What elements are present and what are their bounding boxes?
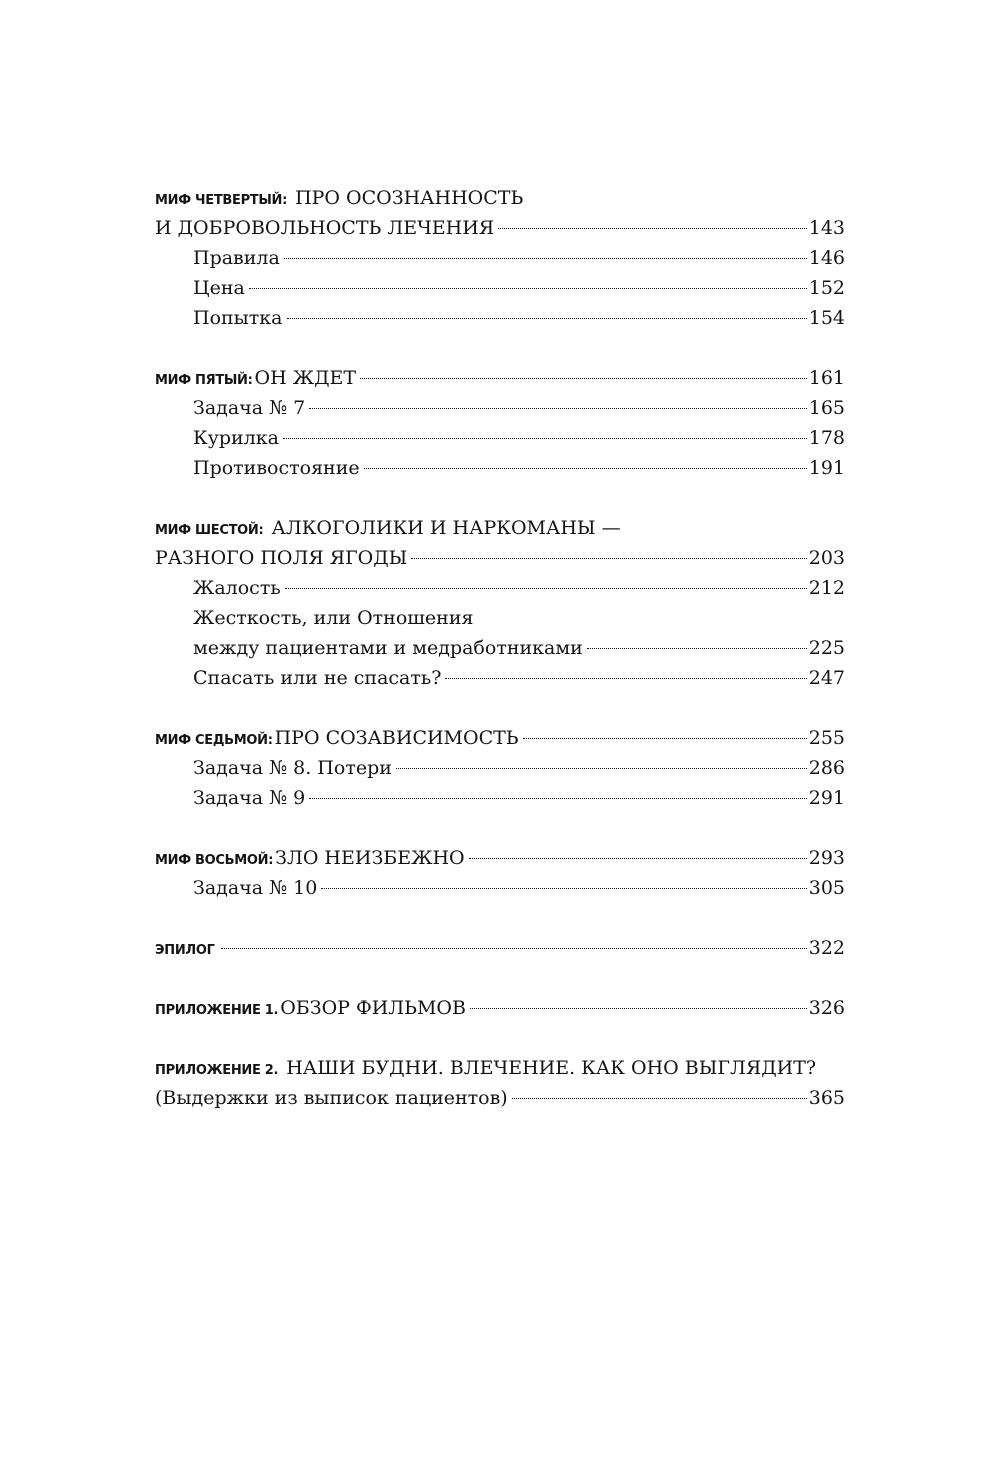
dot-leader: [469, 858, 807, 859]
page-number: 212: [808, 577, 845, 599]
toc-subentry: [155, 393, 845, 423]
toc-subentry: [155, 783, 845, 813]
toc-entry-myth-6-cont: [155, 543, 845, 573]
page-number: 291: [808, 787, 845, 809]
dot-leader: [445, 678, 806, 679]
dot-leader: [396, 768, 807, 769]
section-label: МИФ ПЯТЫЙ:: [155, 373, 253, 388]
section-label: МИФ ВОСЬМОЙ:: [155, 853, 274, 868]
toc-entry-myth-4-cont: [155, 213, 845, 243]
toc-subentry: [155, 873, 845, 903]
toc-entry-myth-6: [155, 513, 845, 543]
page-number: 191: [808, 457, 845, 479]
dot-leader: [287, 318, 807, 319]
dot-leader: [498, 228, 807, 229]
section-title: ЗЛО НЕИЗБЕЖНО: [275, 847, 465, 869]
dot-leader: [309, 408, 807, 409]
dot-leader: [364, 468, 807, 469]
subentry-title: Попытка: [193, 307, 283, 329]
toc-subentry: [155, 573, 845, 603]
section-label: ЭПИЛОГ: [155, 943, 215, 958]
section-label: МИФ ЧЕТВЕРТЫЙ:: [155, 193, 288, 208]
toc-entry-appendix-1: [155, 993, 845, 1023]
section-title: (Выдержки из выписок пациентов): [155, 1087, 508, 1109]
toc-subentry: [155, 663, 845, 693]
dot-leader: [321, 888, 806, 889]
dot-leader: [411, 558, 806, 559]
section-title: АЛКОГОЛИКИ И НАРКОМАНЫ —: [271, 517, 621, 539]
page-number: 247: [808, 667, 845, 689]
subentry-title: Цена: [193, 277, 245, 299]
section-title: ОБЗОР ФИЛЬМОВ: [280, 997, 466, 1019]
section-title: И ДОБРОВОЛЬНОСТЬ ЛЕЧЕНИЯ: [155, 217, 495, 239]
dot-leader: [221, 948, 807, 949]
section-label: ПРИЛОЖЕНИЕ 1.: [155, 1003, 279, 1018]
toc-subentry: [155, 423, 845, 453]
subentry-title: между пациентами и медработниками: [193, 637, 583, 659]
toc-subentry: [155, 243, 845, 273]
toc-entry-epilogue: [155, 933, 845, 963]
page-number: 293: [808, 847, 845, 869]
page-number: 203: [808, 547, 845, 569]
dot-leader: [360, 378, 807, 379]
toc-subentry: [155, 303, 845, 333]
page-number: 161: [808, 367, 845, 389]
page-number: 365: [808, 1087, 845, 1109]
page-number: 165: [808, 397, 845, 419]
subentry-title: Задача № 9: [193, 787, 306, 809]
page-number: 152: [808, 277, 845, 299]
section-title: НАШИ БУДНИ. ВЛЕЧЕНИЕ. КАК ОНО ВЫГЛЯДИТ?: [286, 1057, 817, 1079]
toc-subentry: [155, 453, 845, 483]
subentry-title: Жесткость, или Отношения: [193, 607, 474, 629]
table-of-contents: [155, 183, 845, 1113]
section-label: МИФ СЕДЬМОЙ:: [155, 733, 273, 748]
subentry-title: Жалость: [193, 577, 281, 599]
toc-entry-myth-7: [155, 723, 845, 753]
dot-leader: [284, 258, 807, 259]
toc-entry-appendix-2-cont: [155, 1083, 845, 1113]
toc-entry-myth-8: [155, 843, 845, 873]
toc-subentry: [155, 273, 845, 303]
page-number: 178: [808, 427, 845, 449]
subentry-title: Спасать или не спасать?: [193, 667, 442, 689]
toc-subentry: [155, 753, 845, 783]
page-number: 286: [808, 757, 845, 779]
dot-leader: [283, 438, 807, 439]
toc-subentry-cont: [155, 633, 845, 663]
subentry-title: Задача № 10: [193, 877, 318, 899]
dot-leader: [523, 738, 807, 739]
subentry-title: Правила: [193, 247, 280, 269]
section-title: РАЗНОГО ПОЛЯ ЯГОДЫ: [155, 547, 408, 569]
subentry-title: Задача № 7: [193, 397, 306, 419]
page-number: 143: [808, 217, 845, 239]
toc-entry-myth-4: [155, 183, 845, 213]
page-number: 255: [808, 727, 845, 749]
toc-subentry: [155, 603, 845, 633]
dot-leader: [309, 798, 807, 799]
dot-leader: [249, 288, 807, 289]
page-number: 225: [808, 637, 845, 659]
subentry-title: Задача № 8. Потери: [193, 757, 392, 779]
toc-entry-appendix-2: [155, 1053, 845, 1083]
toc-entry-myth-5: [155, 363, 845, 393]
section-label: ПРИЛОЖЕНИЕ 2.: [155, 1063, 279, 1078]
page-number: 154: [808, 307, 845, 329]
section-title: ПРО СОЗАВИСИМОСТЬ: [274, 727, 519, 749]
subentry-title: Противостояние: [193, 457, 360, 479]
section-title: ПРО ОСОЗНАННОСТЬ: [295, 187, 524, 209]
page-number: 146: [808, 247, 845, 269]
section-label: МИФ ШЕСТОЙ:: [155, 523, 264, 538]
dot-leader: [587, 648, 807, 649]
subentry-title: Курилка: [193, 427, 279, 449]
section-title: ОН ЖДЕТ: [254, 367, 357, 389]
dot-leader: [470, 1008, 807, 1009]
page-number: 326: [808, 997, 845, 1019]
dot-leader: [285, 588, 807, 589]
page-number: 322: [808, 937, 845, 959]
page-number: 305: [808, 877, 845, 899]
dot-leader: [512, 1098, 807, 1099]
